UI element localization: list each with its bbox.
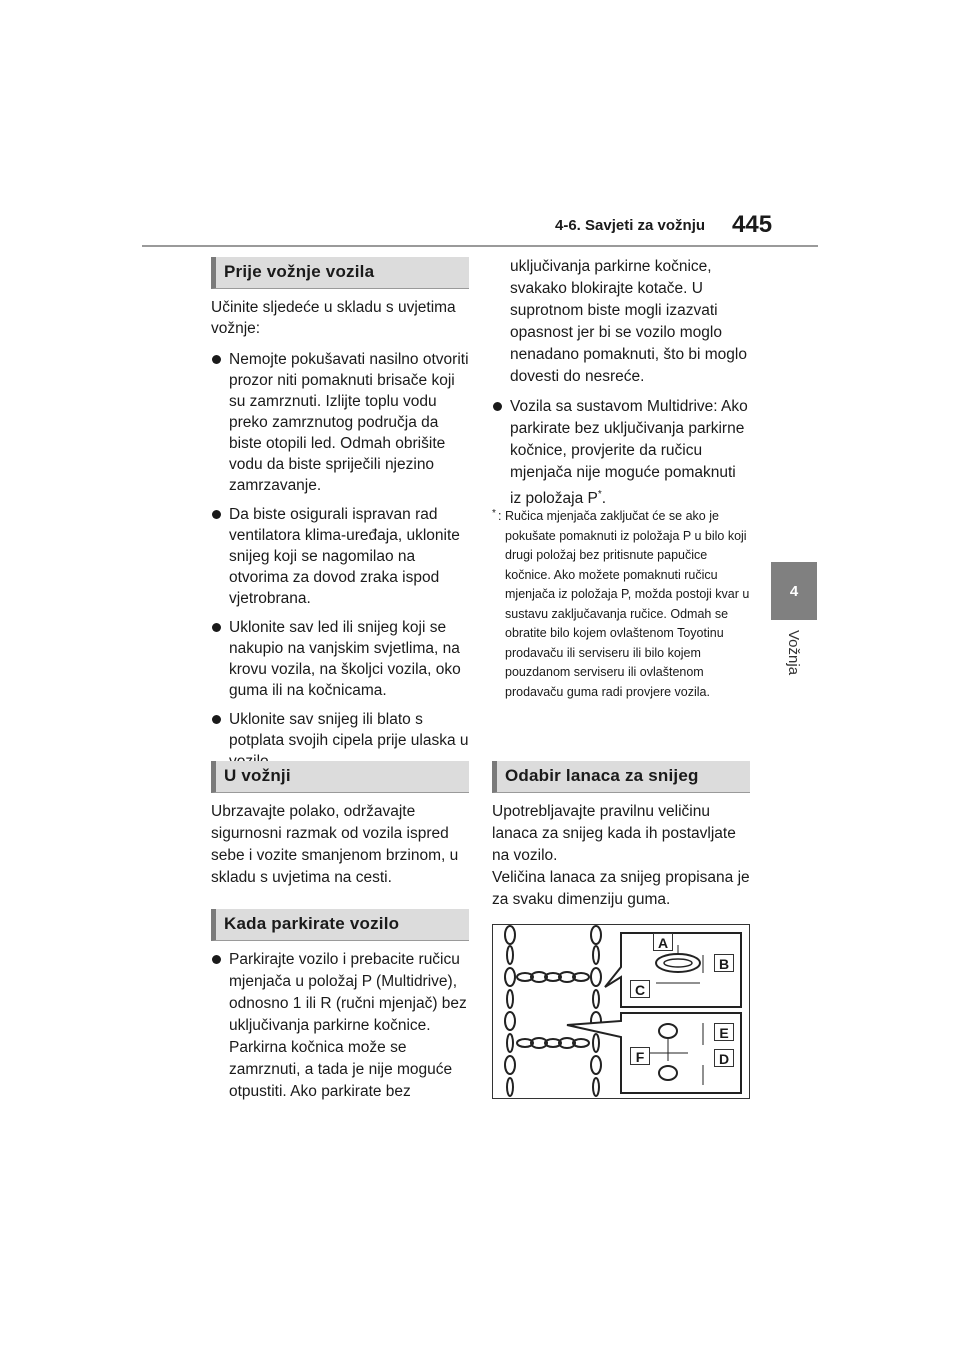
parking-continuation-text: uključivanja parkirne kočnice, svakako blokirajte kotače. U suprotnom biste mogli izazvati opasnost jer bi se vozilo moglo nenadano pomaknuti, što bi moglo dovesti do nesreće. xyxy=(510,258,747,385)
diagram-label-c: C xyxy=(630,980,650,998)
footnote-text: : Ručica mjenjača zaključat će se ako je pokušate pomaknuti iz položaja P u bilo koji drugi položaj bez pritisnute papučice kočnice. Ako možete pomaknuti ručicu mjenjača iz položaja P, možda postoji kvar u sustavu zaključavanja ručice. Odmah se obratite bilo kojem ovlaštenom Toyotinu prodavaču ili serviseru ili bilo kojem pouzdanom serviseru ili ovlaštenom prodavaču guma radi provjere vozila. xyxy=(498,509,750,699)
when-parking-list xyxy=(211,949,469,1103)
multidrive-text: Vozila sa sustavom Multidrive: Ako parkirate bez uključivanja parkirne kočnice, provjerite da ručicu mjenjača nije moguće pomaknuti iz položaja P xyxy=(510,398,748,508)
heading-while-driving: U vožnji xyxy=(211,761,469,793)
multidrive-list xyxy=(492,396,750,510)
before-driving-list xyxy=(211,349,469,772)
heading-before-driving: Prije vožnje vozila xyxy=(211,257,469,289)
snow-chains-text-1: Upotrebljavajte pravilnu veličinu lanaca za snijeg kada ih postavljate na vozilo. xyxy=(492,803,736,864)
list-item: Nemojte pokušavati nasilno otvoriti prozor niti pomaknuti brisače koji su zamrznuti. Izlijte toplu vodu preko zamrznutog područja da biste otopili led. Odmah obrišite vodu da biste spriječili njezino zamrzavanje. xyxy=(211,349,469,496)
while-driving-content xyxy=(211,801,469,889)
snow-chains-text-2: Veličina lanaca za snijeg propisana je za svaku dimenziju guma. xyxy=(492,869,750,908)
diagram-label-f: F xyxy=(630,1047,650,1065)
chapter-label xyxy=(780,630,806,690)
diagram-label-e: E xyxy=(714,1023,734,1041)
list-item: Da biste osigurali ispravan rad ventilatora klima-uređaja, uklonite snijeg koji se nagomilao na otvorima za dovod zraka ispod vjetrobrana. xyxy=(211,504,469,609)
diagram-label-b: B xyxy=(714,954,734,972)
footnote-marker: * xyxy=(597,489,602,500)
section-title: 4-6. Savjeti za vožnju xyxy=(555,217,706,234)
before-driving-content xyxy=(211,297,469,780)
footnote-mark: * xyxy=(492,508,496,519)
when-parking-content xyxy=(211,949,469,1111)
page-number: 445 xyxy=(732,211,773,238)
parking-continuation xyxy=(492,256,750,518)
header-divider xyxy=(142,245,818,247)
while-driving-text: Ubrzavajte polako, održavajte sigurnosni razmak od vozila ispred sebe i vozite smanjenom brzinom, u skladu s uvjetima na cesti. xyxy=(211,803,459,886)
heading-when-parking: Kada parkirate vozilo xyxy=(211,909,469,941)
chapter-label-text: Vožnja xyxy=(785,630,802,676)
list-item: Uklonite sav led ili snijeg koji se nakupio na vanjskim svjetlima, na krovu vozila, na školjci vozila, oko guma ili na kočnicama. xyxy=(211,617,469,701)
chapter-number-tab: 4 xyxy=(771,562,817,620)
heading-snow-chains: Odabir lanaca za snijeg xyxy=(492,761,750,793)
list-item: Parkirajte vozilo i prebacite ručicu mjenjača u položaj P (Multidrive), odnosno 1 ili R (ručni mjenjač) bez uključivanja parkirne kočnice. Parkirna kočnica može se zamrznuti, a tada je nije moguće otpustiti. Ako parkirate bez xyxy=(211,949,469,1103)
snow-chains-content xyxy=(492,801,750,911)
snow-chain-diagram xyxy=(492,924,750,1099)
list-item xyxy=(492,396,750,510)
diagram-label-d: D xyxy=(714,1049,734,1067)
multidrive-text-end: . xyxy=(601,490,607,508)
diagram-label-a: A xyxy=(653,933,673,951)
before-driving-intro: Učinite sljedeće u skladu s uvjetima vožnje: xyxy=(211,299,456,337)
snow-chain-illustration xyxy=(493,925,749,1098)
list-item: Uklonite sav snijeg ili blato s potplata svojih cipela prije ulaska u xyxy=(211,709,469,772)
footnote xyxy=(492,507,750,702)
